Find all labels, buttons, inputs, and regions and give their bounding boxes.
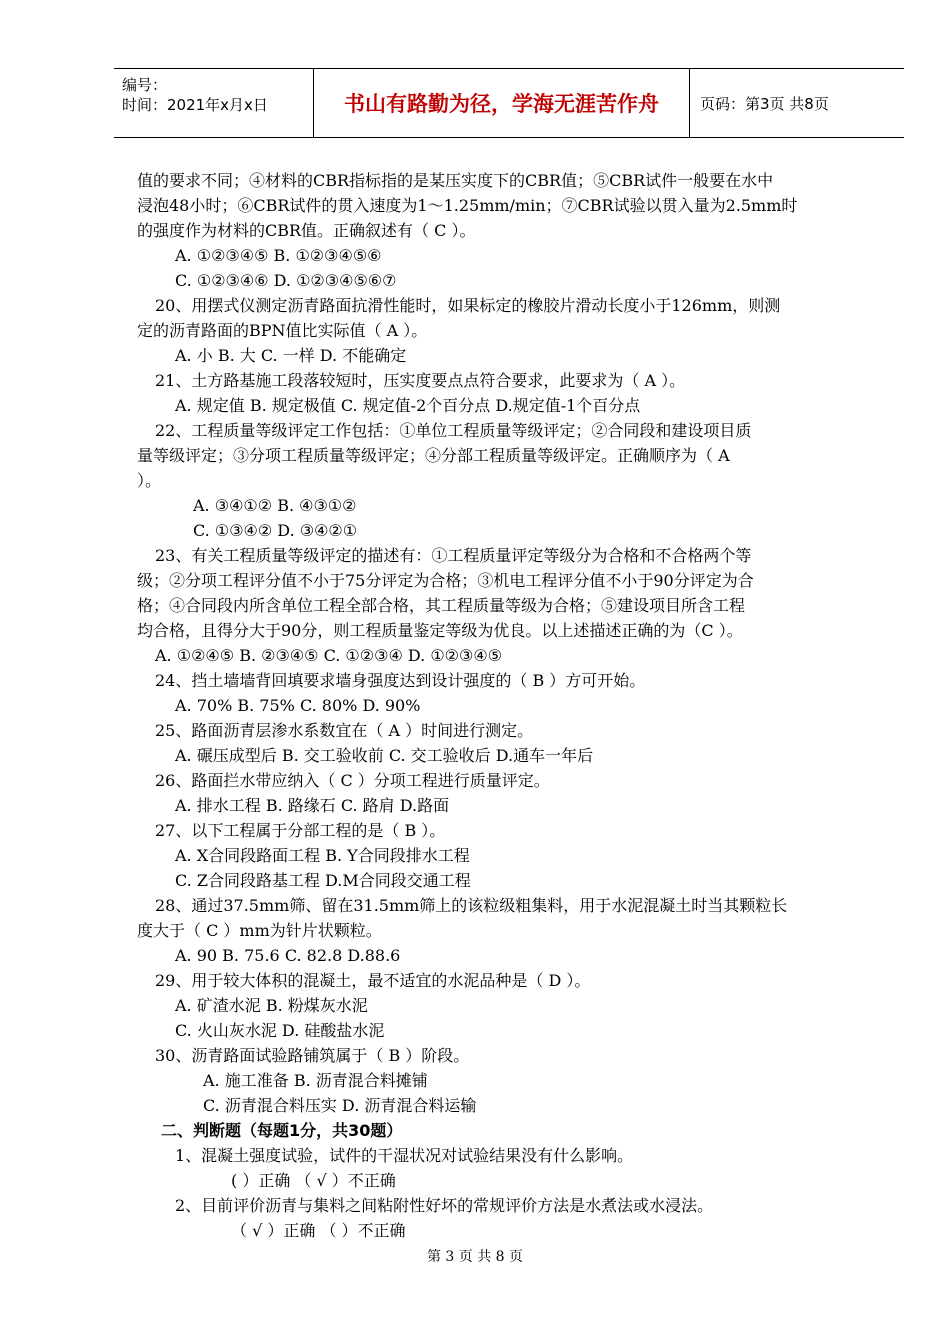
question-26: 26、路面拦水带应纳入（ C ）分项工程进行质量评定。 (155, 771, 550, 790)
option-line: C. Z合同段路基工程 D.M合同段交通工程 (175, 871, 471, 890)
header-motto: 书山有路勤为径，学海无涯苦作舟 (314, 69, 690, 137)
text-line: 均合格，且得分大于90分，则工程质量鉴定等级为优良。以上述描述正确的为（C ）。 (137, 621, 743, 640)
text-line: 格；④合同段内所含单位工程全部合格，其工程质量等级为合格；⑤建设项目所含工程 (137, 596, 746, 615)
question-20: 20、用摆式仪测定沥青路面抗滑性能时，如果标定的橡胶片滑动长度小于126mm，则测 (155, 296, 781, 315)
option-line: A. 碾压成型后 B. 交工验收前 C. 交工验收后 D.通车一年后 (175, 746, 594, 765)
option-line: C. ①②③④⑥ D. ①②③④⑤⑥⑦ (175, 271, 397, 290)
option-line: C. 沥青混合料压实 D. 沥青混合料运输 (203, 1096, 477, 1115)
option-line: A. 小 B. 大 C. 一样 D. 不能确定 (175, 346, 407, 365)
judge-answer-line: ( ）正确 （ √ ）不正确 (231, 1171, 396, 1190)
text-line: 的强度作为材料的CBR值。正确叙述有（ C ）。 (137, 221, 476, 240)
option-line: A. ①②③④⑤ B. ①②③④⑤⑥ (175, 246, 382, 265)
option-line: A. ③④①② B. ④③①② (193, 496, 357, 515)
question-30: 30、沥青路面试验路铺筑属于（ B ）阶段。 (155, 1046, 470, 1065)
question-22: 22、工程质量等级评定工作包括：①单位工程质量等级评定；②合同段和建设项目质 (155, 421, 752, 440)
question-29: 29、用于较大体积的混凝土，最不适宜的水泥品种是（ D ）。 (155, 971, 591, 990)
question-27: 27、以下工程属于分部工程的是（ B ）。 (155, 821, 446, 840)
header-meta (114, 69, 314, 137)
doc-code-label: 编号： (122, 76, 168, 94)
option-line: A. 排水工程 B. 路缘石 C. 路肩 D.路面 (175, 796, 450, 815)
option-line: A. X合同段路面工程 B. Y合同段排水工程 (175, 846, 470, 865)
text-line: 值的要求不同；④材料的CBR指标指的是某压实度下的CBR值；⑤CBR试件一般要在水中 (137, 171, 774, 190)
judge-question-1: 1、混凝土强度试验，试件的干湿状况对试验结果没有什么影响。 (175, 1146, 634, 1165)
option-line: A. 90 B. 75.6 C. 82.8 D.88.6 (175, 946, 401, 965)
question-25: 25、路面沥青层渗水系数宜在（ A ）时间进行测定。 (155, 721, 534, 740)
option-line: A. 70% B. 75% C. 80% D. 90% (175, 696, 421, 715)
text-line: 浸泡48小时；⑥CBR试件的贯入速度为1～1.25mm/min；⑦CBR试验以贯入量为2.5mm时 (137, 196, 798, 215)
header-page-label: 页码：第3页 共8页 (700, 94, 829, 113)
text-line: 度大于（ C ）mm为针片状颗粒。 (137, 921, 382, 940)
section-heading: 二、判断题（每题1分，共30题） (161, 1121, 403, 1140)
question-24: 24、挡土墙墙背回填要求墙身强度达到设计强度的（ B ）方可开始。 (155, 671, 646, 690)
page-footer: 第 3 页 共 8 页 (426, 1249, 524, 1265)
question-28: 28、通过37.5mm筛、留在31.5mm筛上的该粒级粗集料，用于水泥混凝土时当其颗粒长 (155, 896, 788, 915)
text-line: 定的沥青路面的BPN值比实际值（ A ）。 (137, 321, 428, 340)
text-line: 级；②分项工程评分值不小于75分评定为合格；③机电工程评分值不小于90分评定为合 (137, 571, 754, 590)
question-21: 21、土方路基施工段落较短时，压实度要点点符合要求，此要求为（ A ）。 (155, 371, 686, 390)
option-line: A. 规定值 B. 规定极值 C. 规定值-2个百分点 D.规定值-1个百分点 (175, 396, 641, 415)
judge-question-2: 2、目前评价沥青与集料之间粘附性好坏的常规评价方法是水煮法或水浸法。 (175, 1196, 714, 1215)
text-line: 量等级评定；③分项工程质量等级评定；④分部工程质量等级评定。正确顺序为（ A (137, 446, 730, 465)
option-line: A. ①②④⑤ B. ②③④⑤ C. ①②③④ D. ①②③④⑤ (155, 646, 503, 665)
question-23: 23、有关工程质量等级评定的描述有：①工程质量评定等级分为合格和不合格两个等 (155, 546, 752, 565)
text-line: ）。 (137, 471, 162, 490)
document-body (137, 168, 885, 1243)
doc-time-label: 时间：2021年x月x日 (122, 96, 268, 114)
option-line: A. 施工准备 B. 沥青混合料摊铺 (203, 1071, 428, 1090)
option-line: C. 火山灰水泥 D. 硅酸盐水泥 (175, 1021, 385, 1040)
judge-answer-line: （ √ ）正确 （ ）不正确 (231, 1221, 406, 1240)
option-line: A. 矿渣水泥 B. 粉煤灰水泥 (175, 996, 368, 1015)
page-header (114, 68, 904, 138)
option-line: C. ①③④② D. ③④②① (193, 521, 358, 540)
